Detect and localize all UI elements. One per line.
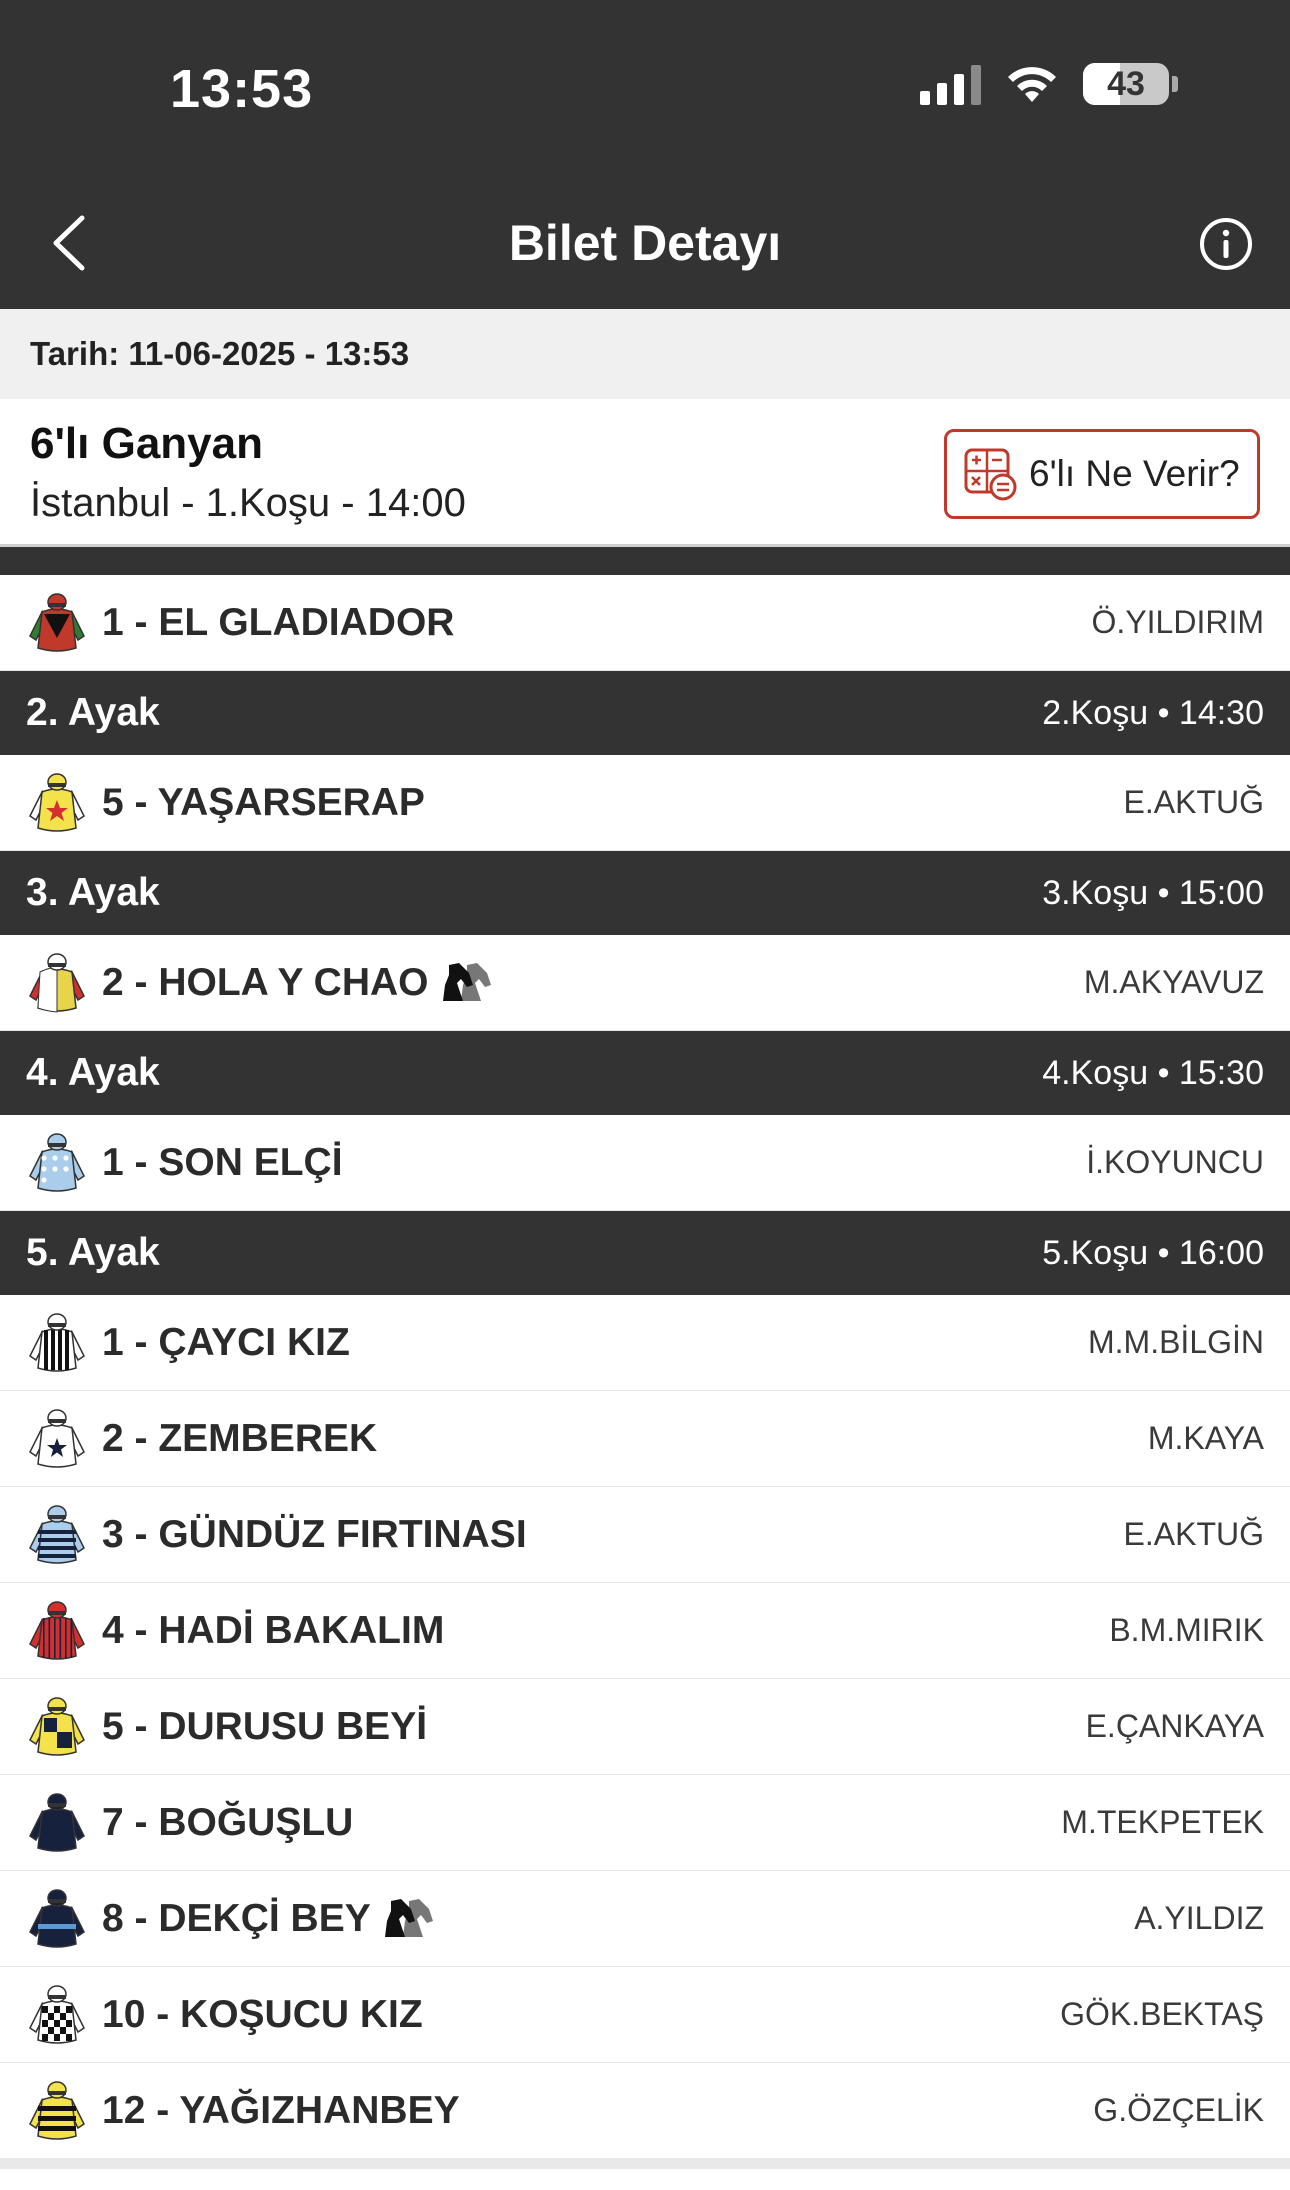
jockey-silk-icon [24, 2078, 90, 2144]
horse-name [102, 1801, 1061, 1845]
horse-row[interactable] [0, 1967, 1290, 2063]
jockey-name: İ.KOYUNCU [1086, 1144, 1264, 1180]
horse-row[interactable] [0, 1871, 1290, 1967]
info-icon[interactable] [1198, 216, 1254, 272]
horse-name [102, 1705, 1086, 1749]
leg-title: 5. Ayak [26, 1231, 160, 1274]
jockey-name: E.AKTUĞ [1123, 1516, 1264, 1552]
leg-header [0, 851, 1290, 935]
jockey-name: M.TEKPETEK [1061, 1804, 1264, 1840]
jockey-silk-icon [24, 1598, 90, 1664]
horse-row[interactable] [0, 575, 1290, 671]
horse-label: 1 - SON ELÇİ [102, 1140, 343, 1184]
horse-row[interactable] [0, 1391, 1290, 1487]
jockey-silk-icon [24, 1790, 90, 1856]
jockey-silk-icon [24, 1130, 90, 1196]
horse-label: 7 - BOĞUŞLU [102, 1800, 354, 1844]
ticket-header [0, 399, 1290, 547]
horse-label: 1 - ÇAYCI KIZ [102, 1320, 350, 1364]
horse-label: 5 - YAŞARSERAP [102, 780, 425, 824]
payout-calculator-button[interactable] [944, 429, 1260, 519]
leg-header [0, 671, 1290, 755]
jockey-name: M.KAYA [1147, 1420, 1264, 1456]
horse-name [102, 601, 1092, 645]
cellular-signal-icon [920, 63, 981, 105]
horse-row[interactable] [0, 755, 1290, 851]
horse-name [102, 1417, 1148, 1461]
bet-type: 6'lı Ganyan [30, 419, 263, 468]
date-bar: Tarih: 11-06-2025 - 13:53 [0, 309, 1290, 399]
jockey-name: A.YILDIZ [1134, 1900, 1264, 1936]
horse-label: 8 - DEKÇİ BEY [102, 1896, 371, 1940]
leg-title: 3. Ayak [26, 871, 160, 914]
leg-header [0, 1211, 1290, 1295]
horse-name [102, 1321, 1088, 1365]
horse-name [102, 959, 1084, 1007]
horse-row[interactable] [0, 1679, 1290, 1775]
leg-race-time: 2.Koşu • 14:30 [1042, 693, 1264, 732]
horse-name [102, 1141, 1086, 1185]
horse-row[interactable] [0, 935, 1290, 1031]
horse-label: 5 - DURUSU BEYİ [102, 1704, 428, 1748]
horse-name [102, 781, 1124, 825]
horse-label: 10 - KOŞUCU KIZ [102, 1992, 423, 2036]
jockey-silk-icon [24, 950, 90, 1016]
battery-icon [1083, 63, 1178, 105]
status-time: 13:53 [170, 59, 314, 119]
nav-bar [0, 190, 1290, 300]
jockey-silk-icon [24, 1886, 90, 1952]
payout-calculator-label: 6'lı Ne Verir? [1029, 453, 1240, 494]
horse-row[interactable] [0, 1487, 1290, 1583]
ticket-legs-list [0, 547, 1290, 2169]
leg-title: 2. Ayak [26, 691, 160, 734]
horse-label: 4 - HADİ BAKALIM [102, 1608, 445, 1652]
leg-title: 4. Ayak [26, 1051, 160, 1094]
blinkers-horse-head-icon [383, 1895, 435, 1943]
jockey-silk-icon [24, 1502, 90, 1568]
jockey-name: M.AKYAVUZ [1083, 964, 1264, 1000]
blinkers-horse-head-icon [441, 959, 493, 1007]
horse-label: 3 - GÜNDÜZ FIRTINASI [102, 1512, 527, 1556]
jockey-name: E.ÇANKAYA [1085, 1708, 1264, 1744]
wifi-icon [1003, 62, 1061, 106]
horse-label: 12 - YAĞIZHANBEY [102, 2088, 460, 2132]
status-icons [920, 62, 1178, 106]
horse-name [102, 2089, 1093, 2133]
leg-race-time: 4.Koşu • 15:30 [1042, 1053, 1264, 1092]
jockey-name: B.M.MIRIK [1109, 1612, 1264, 1648]
jockey-name: G.ÖZÇELİK [1093, 2092, 1264, 2128]
leg-header [0, 1031, 1290, 1115]
jockey-name: Ö.YILDIRIM [1091, 604, 1264, 640]
jockey-silk-icon [24, 770, 90, 836]
horse-label: 2 - HOLA Y CHAO [102, 960, 429, 1004]
horse-name [102, 1895, 1134, 1943]
jockey-silk-icon [24, 1982, 90, 2048]
jockey-silk-icon [24, 1406, 90, 1472]
horse-name [102, 1993, 1060, 2037]
horse-name [102, 1609, 1109, 1653]
battery-level: 43 [1107, 64, 1145, 103]
leg-header [0, 547, 1290, 575]
top-bar [0, 0, 1290, 309]
horse-row[interactable] [0, 2063, 1290, 2159]
jockey-silk-icon [24, 1694, 90, 1760]
horse-row[interactable] [0, 1775, 1290, 1871]
horse-row[interactable] [0, 1115, 1290, 1211]
jockey-name: E.AKTUĞ [1123, 784, 1264, 820]
horse-name [102, 1513, 1124, 1557]
leg-race-time: 3.Koşu • 15:00 [1042, 873, 1264, 912]
horse-row[interactable] [0, 1295, 1290, 1391]
list-bottom-divider [0, 2159, 1290, 2169]
jockey-silk-icon [24, 1310, 90, 1376]
jockey-name: M.M.BİLGİN [1087, 1324, 1264, 1360]
horse-label: 1 - EL GLADIADOR [102, 600, 455, 644]
page-title: Bilet Detayı [508, 215, 782, 271]
horse-label: 2 - ZEMBEREK [102, 1416, 378, 1460]
race-info: İstanbul - 1.Koşu - 14:00 [30, 481, 466, 525]
leg-race-time: 5.Koşu • 16:00 [1042, 1233, 1264, 1272]
calculator-icon [963, 447, 1017, 501]
jockey-silk-icon [24, 590, 90, 656]
jockey-name: GÖK.BEKTAŞ [1060, 1996, 1264, 2032]
horse-row[interactable] [0, 1583, 1290, 1679]
